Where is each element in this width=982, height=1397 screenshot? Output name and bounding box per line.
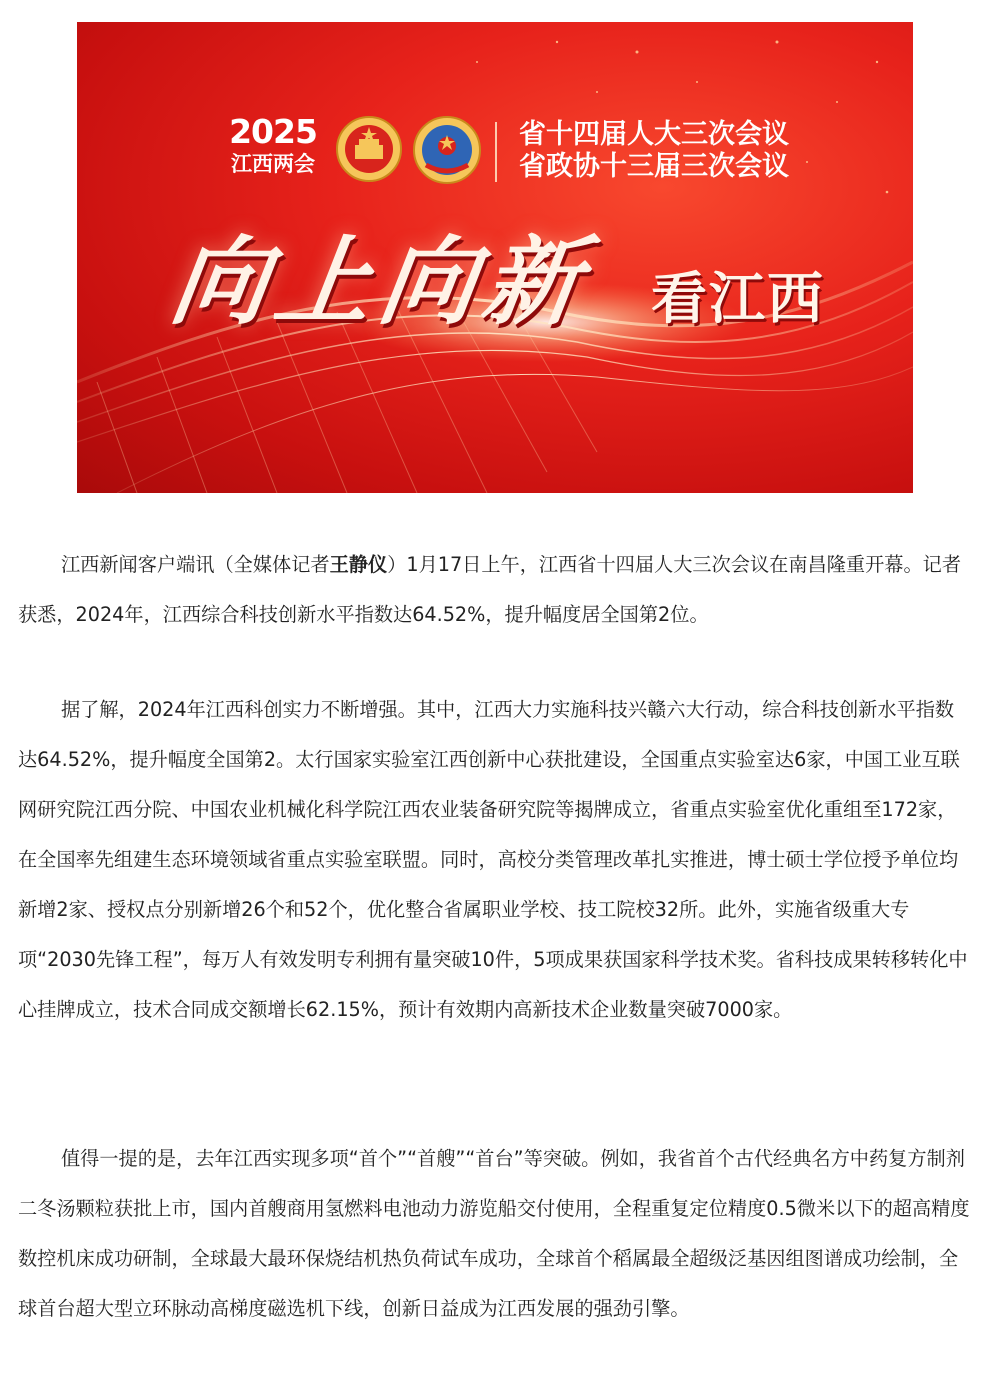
slogan-main: 向上向新 [164, 225, 597, 338]
p1-text-before: 江西新闻客户端讯（全媒体记者 [61, 553, 330, 576]
banner-divider [495, 122, 497, 182]
event-name: 江西两会 [231, 152, 315, 176]
slogan-sub: 看江西 [651, 267, 825, 332]
p1-text-after: ）1月17日上午，江西省十四届人大三次会议在南昌隆重开幕。记者获悉，2024年，江西综合科技创新水平指数达64.52%，提升幅度居全国第2位。 [18, 553, 962, 626]
article-paragraph-1 [18, 540, 973, 640]
event-year: 2025 [229, 112, 317, 151]
article-paragraph-2: 据了解，2024年江西科创实力不断增强。其中，江西大力实施科技兴赣六大行动，综合科技创新水平指数达64.52%，提升幅度全国第2。太行国家实验室江西创新中心获批建设，全国重点实验室达6家，中国工业互联网研究院江西分院、中国农业机械化科学院江西农业装备研究院等揭牌成立，省重点实验室优化重组至172家，在全国率先组建生态环境领域省重点实验室联盟。同时，高校分类管理改革扎实推进，博士硕士学位授予单位均新增2家、授权点分别新增26个和52个，优化整合省属职业学校、技工院校32所。此外，实施省级重大专项“2030先锋工程”，每万人有效发明专利拥有量突破10件，5项成果获国家科学技术奖。省科技成果转移转化中心挂牌成立，技术合同成交额增长62.15%，预计有效期内高新技术企业数量突破7000家。 [18, 698, 968, 1021]
meeting-title-1: 省十四届人大三次会议 [519, 119, 789, 150]
reporter-name: 王静仪 [329, 553, 388, 576]
article-paragraph-3: 值得一提的是，去年江西实现多项“首个”“首艘”“首台”等突破。例如，我省首个古代经典名方中药复方制剂二冬汤颗粒获批上市，国内首艘商用氢燃料电池动力游览船交付使用，全程重复定位精度0.5微米以下的超高精度数控机床成功研制，全球最大最环保烧结机热负荷试车成功，全球首个稻属最全超级泛基因组图谱成功绘制，全球首台超大型立环脉动高梯度磁选机下线，创新日益成为江西发展的强劲引擎。 [18, 1147, 970, 1320]
header-banner [77, 22, 913, 493]
cppcc-emblem-icon [412, 115, 482, 185]
meeting-title-2: 省政协十三届三次会议 [519, 151, 789, 182]
national-emblem-icon [335, 115, 403, 183]
